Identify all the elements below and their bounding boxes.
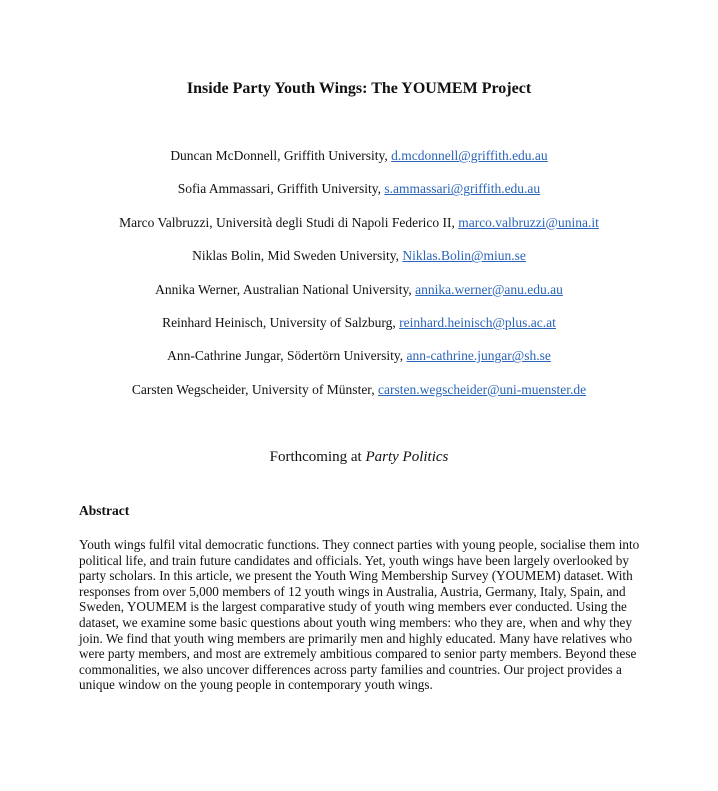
author-email-link[interactable]: d.mcdonnell@griffith.edu.au (391, 148, 548, 163)
author-email-link[interactable]: annika.werner@anu.edu.au (415, 281, 563, 297)
journal-name: Party Politics (365, 449, 449, 465)
author-email-link[interactable]: ann-cathrine.jungar@sh.se (406, 348, 551, 364)
author-email-link[interactable]: Niklas.Bolin@miun.se (402, 248, 526, 264)
author-affiliation: Annika Werner, Australian National University, (155, 281, 416, 297)
author-affiliation: Reinhard Heinisch, University of Salzburg, (162, 314, 400, 330)
author-email-link[interactable]: marco.valbruzzi@unina.it (458, 214, 599, 230)
author-line (0, 380, 718, 413)
author-line (0, 313, 718, 346)
author-affiliation: Sofia Ammassari, Griffith University, (177, 181, 385, 197)
author-line (0, 246, 718, 279)
author-list (0, 146, 718, 413)
author-line (0, 179, 718, 212)
author-affiliation: Carsten Wegscheider, University of Münster, (131, 381, 379, 397)
abstract-text: Youth wings fulfil vital democratic functions. They connect parties with young people, socialise them into political life, and train future candidates and officials. Yet, youth wings have been largely overlooked by party scholars. In this article, we present the Youth Wing Membership Survey (YOUMEM) dataset. With responses from over 5,000 members of 12 youth wings in Australia, Austria, Germany, Italy, Spain, and Sweden, YOUMEM is the largest comparative study of youth wing members ever conducted. Using the dataset, we examine some basic questions about youth wing members: who they are, when and why they join. We find that youth wing members are primarily men and highly educated. Many have relatives who were party members, and most are extremely ambitious compared to senior party members. Beyond these commonalities, we also uncover differences across party families and countries. Our project provides a unique window on the young people in contemporary youth wings. (79, 537, 640, 693)
publication-prefix: Forthcoming at (269, 449, 366, 465)
abstract-heading: Abstract (79, 503, 130, 518)
author-affiliation: Duncan McDonnell, Griffith University, (170, 148, 392, 163)
author-affiliation: Ann-Cathrine Jungar, Södertörn University, (167, 348, 407, 364)
author-email-link[interactable]: reinhard.heinisch@plus.ac.at (399, 314, 556, 330)
author-line (0, 346, 718, 379)
publication-note (0, 447, 718, 467)
author-email-link[interactable]: s.ammassari@griffith.edu.au (384, 181, 541, 197)
author-affiliation: Niklas Bolin, Mid Sweden University, (192, 248, 403, 264)
author-line (0, 213, 718, 246)
author-line (0, 146, 718, 179)
paper-title: Inside Party Youth Wings: The YOUMEM Project (186, 80, 532, 97)
author-line (0, 280, 718, 313)
author-email-link[interactable]: carsten.wegscheider@uni-muenster.de (378, 381, 587, 397)
author-affiliation: Marco Valbruzzi, Università degli Studi di Napoli Federico II, (119, 214, 459, 230)
